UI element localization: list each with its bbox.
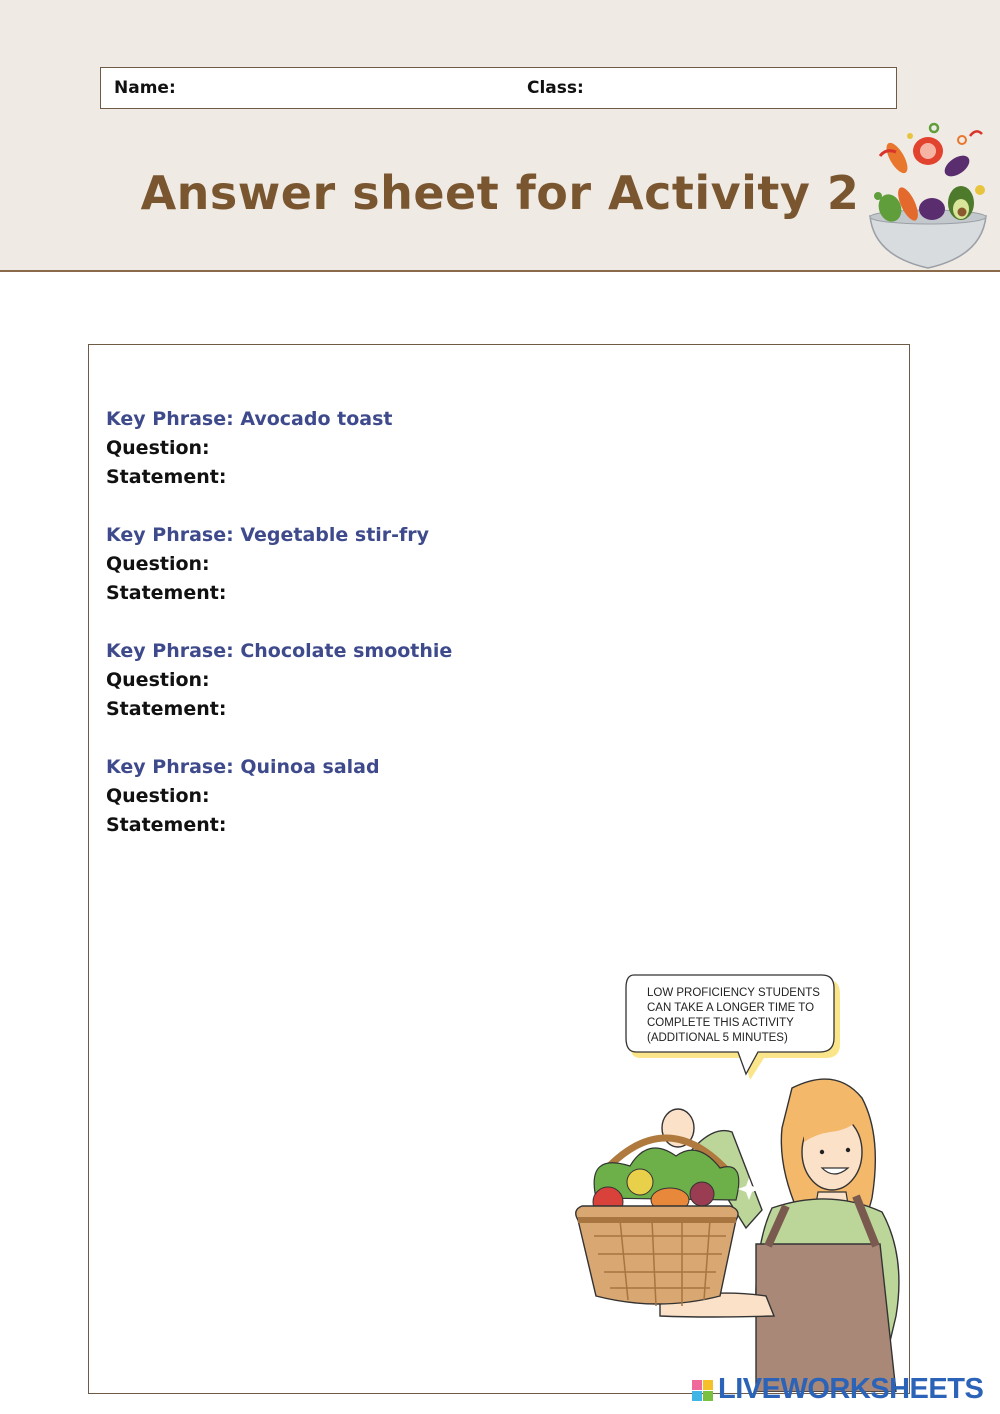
- salad-bowl-icon: [862, 118, 994, 273]
- statement-label[interactable]: Statement:: [106, 814, 227, 836]
- statement-label[interactable]: Statement:: [106, 582, 227, 604]
- statement-label[interactable]: Statement:: [106, 466, 227, 488]
- bubble-line: LOW PROFICIENCY STUDENTS: [647, 987, 820, 999]
- key-phrase: Key Phrase: Avocado toast: [106, 408, 393, 430]
- page-title: Answer sheet for Activity 2: [140, 166, 860, 220]
- class-label: Class:: [527, 78, 584, 98]
- bubble-line: (ADDITIONAL 5 MINUTES): [647, 1032, 788, 1044]
- name-label: Name:: [114, 78, 176, 98]
- statement-label[interactable]: Statement:: [106, 698, 227, 720]
- bubble-line: CAN TAKE A LONGER TIME TO: [647, 1002, 815, 1014]
- question-label[interactable]: Question:: [106, 437, 210, 459]
- bubble-line: COMPLETE THIS ACTIVITY: [647, 1017, 794, 1029]
- question-label[interactable]: Question:: [106, 553, 210, 575]
- key-phrase: Key Phrase: Chocolate smoothie: [106, 640, 453, 662]
- question-label[interactable]: Question:: [106, 669, 210, 691]
- speech-bubble-text: [647, 986, 832, 1046]
- question-label[interactable]: Question:: [106, 785, 210, 807]
- name-class-box: [100, 67, 897, 109]
- key-phrase: Key Phrase: Quinoa salad: [106, 756, 380, 778]
- answer-item: [106, 637, 452, 724]
- watermark-text: LIVEWORKSHEETS: [718, 1373, 984, 1405]
- answer-item: [106, 753, 380, 840]
- header-band: [0, 0, 1000, 272]
- woman-with-basket-illustration: [560, 1070, 910, 1392]
- answer-item: [106, 521, 429, 608]
- answer-item: [106, 405, 393, 492]
- key-phrase: Key Phrase: Vegetable stir-fry: [106, 524, 430, 546]
